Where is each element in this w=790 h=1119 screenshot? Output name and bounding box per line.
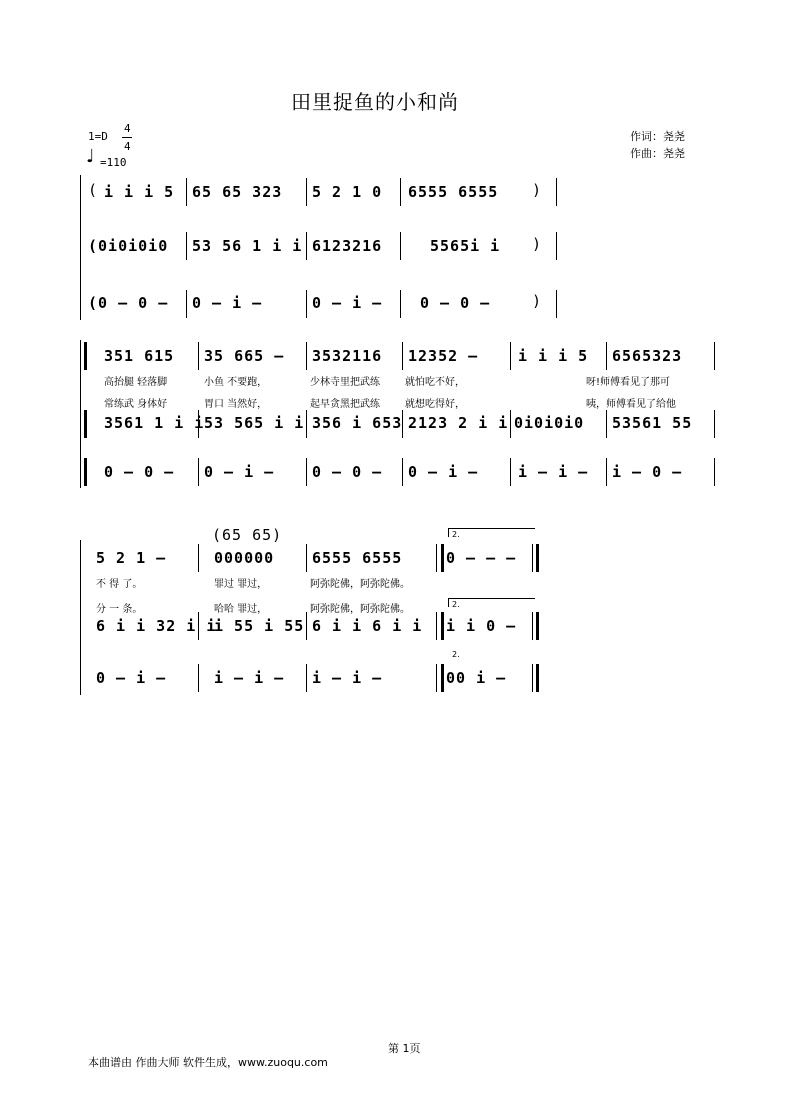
- barline: [306, 290, 307, 318]
- repeat-end-bar: [441, 544, 444, 572]
- s2v3-measure-6: i – 0 –: [612, 463, 683, 481]
- barline: [556, 290, 557, 318]
- barline: [306, 178, 307, 206]
- s1v1-bracket-open: (: [88, 181, 99, 199]
- s2-lyric2-c: 起早贪黑把武练: [310, 399, 380, 410]
- repeat-start-bar: [84, 342, 87, 370]
- barline: [306, 612, 307, 640]
- s2-lyric1-d: 就怕吃不好，: [405, 377, 465, 388]
- s2v3-measure-3: 0 – 0 –: [312, 463, 383, 481]
- barline: [510, 342, 511, 370]
- s3v3-measure-4: 00 i –: [446, 669, 507, 687]
- system1-left-line: [80, 175, 81, 320]
- barline: [532, 664, 533, 692]
- barline: [306, 410, 307, 438]
- s2v2-measure-5: 0i0i0i0: [514, 414, 585, 432]
- s2v1-measure-6: 6565323: [612, 347, 683, 365]
- barline: [186, 178, 187, 206]
- repeat-start-bar: [84, 458, 87, 486]
- barline: [198, 342, 199, 370]
- barline: [306, 342, 307, 370]
- s3-lyric1-a: 不 得 了。: [96, 579, 143, 590]
- s2v1-measure-3: 3532116: [312, 347, 383, 365]
- s1v3-measure-4: 0 – 0 –: [420, 294, 491, 312]
- time-signature-line: [122, 137, 132, 138]
- s3v1-measure-2: 000000: [214, 549, 275, 567]
- barline: [532, 544, 533, 572]
- s2-lyric1-e: 呀!师傅看见了那可: [586, 377, 671, 388]
- s3-lyric2-c: 阿弥陀佛，阿弥陀佛。: [310, 604, 410, 615]
- s3v2-measure-4: i i 0 –: [446, 617, 517, 635]
- s1v2-measure-3: 6123216: [312, 237, 383, 255]
- s3-lyric1-c: 阿弥陀佛，阿弥陀佛。: [310, 579, 410, 590]
- barline: [306, 458, 307, 486]
- s2v3-measure-1: 0 – 0 –: [104, 463, 175, 481]
- s1v1-bracket-close: ): [532, 181, 543, 199]
- barline: [198, 664, 199, 692]
- s1v1-measure-4: 6555 6555: [408, 183, 499, 201]
- final-bar: [536, 544, 539, 572]
- s3v2-measure-3: 6 i i 6 i i: [312, 617, 423, 635]
- system3-left-line: [80, 540, 81, 695]
- s1v3-bracket-close: ): [532, 292, 543, 310]
- s1v2-measure-1: (0i0i0i0: [88, 237, 169, 255]
- barline: [436, 612, 437, 640]
- volta-label: 2.: [452, 600, 460, 609]
- time-signature-bottom: 4: [124, 140, 131, 153]
- s2v3-measure-4: 0 – i –: [408, 463, 479, 481]
- s3v1-measure-3: 6555 6555: [312, 549, 403, 567]
- tempo-note-icon: ♩: [86, 146, 95, 167]
- composer: 作曲：尧尧: [630, 147, 685, 160]
- s1v2-measure-4: 5565i i: [430, 237, 501, 255]
- barline: [402, 342, 403, 370]
- s1v3-measure-2: 0 – i –: [192, 294, 263, 312]
- volta-bracket: [448, 528, 535, 537]
- s2v2-measure-2: 53 565 i i: [204, 414, 305, 432]
- s1v1-measure-3: 5 2 1 0: [312, 183, 383, 201]
- s1v3-measure-3: 0 – i –: [312, 294, 383, 312]
- barline: [400, 290, 401, 318]
- s1v1-measure-2: 65 65 323: [192, 183, 283, 201]
- s2-lyric1-c: 少林寺里把武练: [310, 377, 380, 388]
- s3v1-measure-1: 5 2 1 –: [96, 549, 167, 567]
- repeat-end-bar: [441, 664, 444, 692]
- barline: [306, 544, 307, 572]
- barline: [532, 612, 533, 640]
- s2v2-measure-1: 3561 1 i i: [104, 414, 205, 432]
- time-signature-top: 4: [124, 122, 131, 135]
- tempo-value: =110: [100, 156, 127, 169]
- repeat-start-bar: [84, 410, 87, 438]
- final-bar: [536, 664, 539, 692]
- s2v1-measure-5: i i i 5: [518, 347, 589, 365]
- barline: [606, 342, 607, 370]
- barline: [400, 232, 401, 260]
- barline: [606, 458, 607, 486]
- lyricist: 作词：尧尧: [630, 130, 685, 143]
- barline: [186, 232, 187, 260]
- s2v1-measure-1: 351 615: [104, 347, 175, 365]
- s2v2-measure-6: 53561 55: [612, 414, 693, 432]
- final-bar: [536, 612, 539, 640]
- s1v2-bracket-close: ): [532, 235, 543, 253]
- barline: [186, 290, 187, 318]
- barline: [714, 342, 715, 370]
- s2-lyric2-a: 常练武 身体好: [104, 399, 168, 410]
- volta-label: 2.: [452, 650, 460, 659]
- page-number: 第 1页: [388, 1042, 421, 1055]
- barline: [198, 458, 199, 486]
- s2-lyric1-b: 小鱼 不要跑，: [204, 377, 268, 388]
- page-title: 田里捉鱼的小和尚: [291, 90, 459, 114]
- s1v1-measure-1: i i i 5: [104, 183, 175, 201]
- s3v3-measure-2: i – i –: [214, 669, 285, 687]
- s2-lyric1-a: 高抬腿 轻落脚: [104, 377, 168, 388]
- s2-lyric2-b: 胃口 当然好，: [204, 399, 268, 410]
- s2v1-measure-2: 35 665 –: [204, 347, 285, 365]
- s1v2-measure-2: 53 56 1 i i: [192, 237, 303, 255]
- barline: [306, 232, 307, 260]
- s2-lyric2-e: 咦，师傅看见了给他: [586, 399, 676, 410]
- s3-pickup: (65 65): [212, 526, 283, 544]
- system2-left-line: [80, 340, 81, 488]
- barline: [198, 544, 199, 572]
- s3v3-measure-1: 0 – i –: [96, 669, 167, 687]
- s3v2-measure-2: i 55 i 55: [214, 617, 305, 635]
- s3-lyric1-b: 罪过 罪过，: [214, 579, 268, 590]
- volta-label: 2.: [452, 530, 460, 539]
- barline: [714, 410, 715, 438]
- s3v2-measure-1: 6 i i 32 i i: [96, 617, 217, 635]
- s2v1-measure-4: 12352 –: [408, 347, 479, 365]
- barline: [436, 544, 437, 572]
- barline: [556, 178, 557, 206]
- barline: [714, 458, 715, 486]
- s3v3-measure-3: i – i –: [312, 669, 383, 687]
- repeat-end-bar: [441, 612, 444, 640]
- s2v3-measure-2: 0 – i –: [204, 463, 275, 481]
- key-signature: 1=D: [88, 130, 108, 143]
- barline: [606, 410, 607, 438]
- s3-lyric2-b: 哈哈 罪过，: [214, 604, 268, 615]
- barline: [402, 458, 403, 486]
- barline: [510, 458, 511, 486]
- s3-lyric2-a: 分 一 条。: [96, 604, 143, 615]
- barline: [436, 664, 437, 692]
- barline: [306, 664, 307, 692]
- s2-lyric2-d: 就想吃得好，: [405, 399, 465, 410]
- s2v2-measure-4: 2123 2 i i: [408, 414, 509, 432]
- barline: [400, 178, 401, 206]
- s2v3-measure-5: i – i –: [518, 463, 589, 481]
- generator-credit: 本曲谱由 作曲大师 软件生成，www.zuoqu.com: [88, 1056, 328, 1069]
- barline: [556, 232, 557, 260]
- s1v3-measure-1: (0 – 0 –: [88, 294, 169, 312]
- s2v2-measure-3: 356 i 653: [312, 414, 403, 432]
- s3v1-measure-4: 0 – – –: [446, 549, 517, 567]
- volta-bracket: [448, 598, 535, 607]
- barline: [510, 410, 511, 438]
